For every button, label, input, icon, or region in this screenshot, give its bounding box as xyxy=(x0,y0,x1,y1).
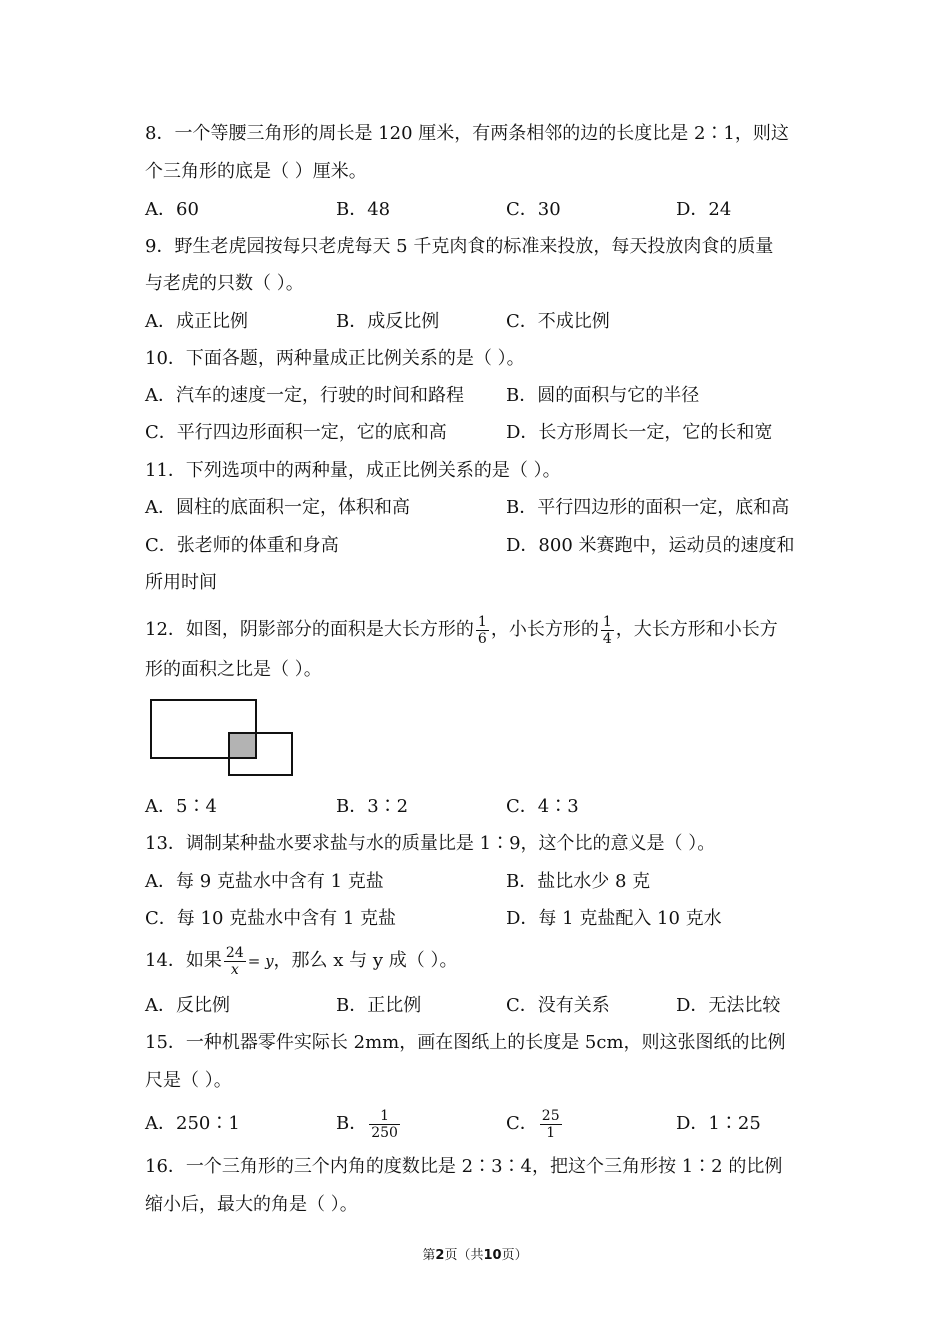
q10-option-b: B．圆的面积与它的半径 xyxy=(506,385,700,406)
q12-fraction-one-quarter xyxy=(601,614,614,647)
fraction-denominator: 250 xyxy=(371,1124,398,1141)
q9-option-a: A．成正比例 xyxy=(145,311,248,332)
question-12-line-1 xyxy=(145,612,778,648)
question-10-line-1: 10．下面各题，两种量成正比例关系的是（ ）。 xyxy=(145,348,525,369)
q14-equation: = y xyxy=(247,952,274,970)
question-15-line-2: 尺是（ ）。 xyxy=(145,1070,232,1091)
q13-option-b: B．盐比水少 8 克 xyxy=(506,871,651,892)
q13-option-c: C．每 10 克盐水中含有 1 克盐 xyxy=(145,908,397,929)
q10-option-c: C．平行四边形面积一定，它的底和高 xyxy=(145,422,447,443)
q14-option-d: D．无法比较 xyxy=(676,995,781,1016)
q15-option-b xyxy=(336,1104,402,1144)
q11-option-b: B．平行四边形的面积一定，底和高 xyxy=(506,497,790,518)
q12-fraction-one-sixth xyxy=(476,614,489,647)
q14-option-b: B．正比例 xyxy=(336,995,422,1016)
q8-option-a: A．60 xyxy=(145,199,199,220)
q8-option-c: C．30 xyxy=(506,199,561,220)
question-12-line-2: 形的面积之比是（ ）。 xyxy=(145,659,322,680)
fraction-numerator: 24 xyxy=(225,944,244,961)
fraction-numerator: 1 xyxy=(477,613,487,630)
question-11-line-1: 11．下列选项中的两种量，成正比例关系的是（ ）。 xyxy=(145,460,561,481)
q15-option-a: A．250∶1 xyxy=(145,1113,240,1134)
question-16-line-2: 缩小后，最大的角是（ ）。 xyxy=(145,1194,358,1215)
q13-option-d: D．每 1 克盐配入 10 克水 xyxy=(506,908,722,929)
q10-option-a: A．汽车的速度一定，行驶的时间和路程 xyxy=(145,385,464,406)
rectangles-figure xyxy=(148,697,298,779)
q15-fraction-b xyxy=(369,1108,400,1141)
q15-fraction-c xyxy=(540,1108,562,1141)
q11-option-d-wrap: 所用时间 xyxy=(145,572,217,593)
question-13-line-1: 13．调制某种盐水要求盐与水的质量比是 1∶9，这个比的意义是（ ）。 xyxy=(145,833,716,854)
fraction-denominator: x xyxy=(230,961,239,978)
q14-option-c: C．没有关系 xyxy=(506,995,610,1016)
q15-option-c-label: C． xyxy=(506,1113,538,1134)
q14-option-a: A．反比例 xyxy=(145,995,230,1016)
fraction-denominator: 6 xyxy=(477,630,487,647)
q15-option-d: D．1∶25 xyxy=(676,1113,761,1134)
footer-prefix: 第 xyxy=(422,1248,436,1263)
q12-option-b: B．3∶2 xyxy=(336,796,409,817)
shaded-overlap xyxy=(229,733,256,758)
q13-option-a: A．每 9 克盐水中含有 1 克盐 xyxy=(145,871,384,892)
footer-total-pages: 10 xyxy=(483,1248,502,1263)
question-15-line-1: 15．一种机器零件实际长 2mm，画在图纸上的长度是 5cm，则这张图纸的比例 xyxy=(145,1032,786,1053)
question-9-line-2: 与老虎的只数（ ）。 xyxy=(145,273,304,294)
q12-text-b: ，小长方形的 xyxy=(490,619,599,640)
q12-option-c: C．4∶3 xyxy=(506,796,579,817)
question-14-line-1 xyxy=(145,942,457,980)
q11-option-c: C．张老师的体重和身高 xyxy=(145,535,339,556)
q12-text-a: 12．如图，阴影部分的面积是大长方形的 xyxy=(145,619,474,640)
q14-fraction xyxy=(224,945,246,978)
footer-suffix: 页） xyxy=(501,1248,528,1263)
fraction-numerator: 1 xyxy=(369,1108,400,1125)
q8-option-d: D．24 xyxy=(676,199,732,220)
question-8-line-2: 个三角形的底是（ ）厘米。 xyxy=(145,161,367,182)
q10-option-d: D．长方形周长一定，它的长和宽 xyxy=(506,422,773,443)
page-footer xyxy=(0,1244,950,1263)
question-9-line-1: 9．野生老虎园按每只老虎每天 5 千克肉食的标准来投放，每天投放肉食的质量 xyxy=(145,236,774,257)
question-16-line-1: 16．一个三角形的三个内角的度数比是 2∶3∶4，把这个三角形按 1∶2 的比例 xyxy=(145,1156,783,1177)
fraction-denominator: 4 xyxy=(602,630,612,647)
q12-text-c: ，大长方形和小长方 xyxy=(615,619,778,640)
q15-option-c xyxy=(506,1104,564,1144)
q14-text-b: ，那么 x 与 y 成（ ）。 xyxy=(273,950,458,971)
fraction-numerator: 25 xyxy=(541,1107,560,1124)
q11-option-a: A．圆柱的底面积一定，体积和高 xyxy=(145,497,410,518)
q8-option-b: B．48 xyxy=(336,199,391,220)
q9-option-c: C．不成比例 xyxy=(506,311,610,332)
q15-option-b-label: B． xyxy=(336,1113,368,1134)
q14-text-a: 14．如果 xyxy=(145,950,222,971)
q9-option-b: B．成反比例 xyxy=(336,311,440,332)
question-8-line-1: 8．一个等腰三角形的周长是 120 厘米，有两条相邻的边的长度比是 2∶1，则这 xyxy=(145,123,789,144)
footer-middle: 页（共 xyxy=(444,1248,484,1263)
fraction-denominator: 1 xyxy=(546,1124,556,1141)
footer-page-number: 2 xyxy=(435,1248,445,1263)
q11-option-d: D．800 米赛跑中，运动员的速度和 xyxy=(506,535,795,556)
q12-option-a: A．5∶4 xyxy=(145,796,217,817)
fraction-numerator: 1 xyxy=(602,613,612,630)
